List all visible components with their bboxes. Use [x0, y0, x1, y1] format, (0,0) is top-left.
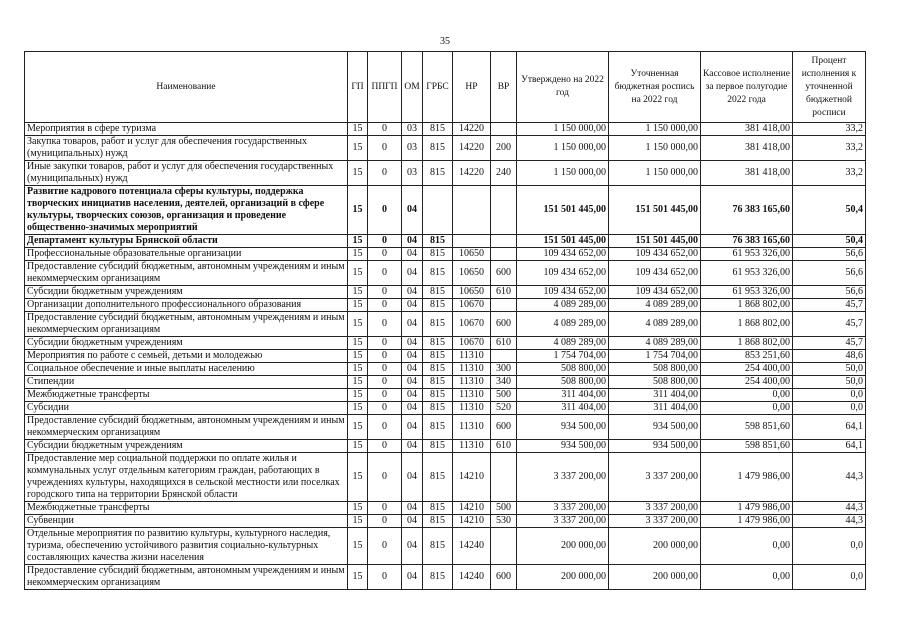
- table-cell-name: Социальное обеспечение и иные выплаты населению: [25, 363, 348, 376]
- table-cell-np: 11310: [453, 350, 491, 363]
- table-cell-gp: 15: [348, 261, 368, 286]
- table-row: [25, 389, 866, 402]
- table-cell-om: 04: [402, 312, 423, 337]
- table-cell-np: 10650: [453, 248, 491, 261]
- table-cell-refined: 508 800,00: [609, 363, 701, 376]
- table-cell-cash: 853 251,60: [701, 350, 793, 363]
- table-cell-grbs: 815: [423, 312, 453, 337]
- table-cell-name: Субвенции: [25, 515, 348, 528]
- table-cell-approved: 1 150 000,00: [517, 123, 609, 136]
- table-cell-grbs: 815: [423, 415, 453, 440]
- table-cell-ppgp: 0: [368, 248, 402, 261]
- table-cell-np: 14220: [453, 123, 491, 136]
- table-cell-percent: 56,6: [793, 261, 866, 286]
- table-cell-cash: 61 953 326,00: [701, 248, 793, 261]
- table-cell-vr: 600: [491, 312, 517, 337]
- table-cell-name: Иные закупки товаров, работ и услуг для обеспечения государственных (муниципальных) нужд: [25, 161, 348, 186]
- table-cell-grbs: 815: [423, 235, 453, 248]
- table-cell-np: 14210: [453, 515, 491, 528]
- table-cell-ppgp: 0: [368, 235, 402, 248]
- table-cell-approved: 200 000,00: [517, 565, 609, 590]
- table-cell-refined: 1 754 704,00: [609, 350, 701, 363]
- table-cell-name: Стипендии: [25, 376, 348, 389]
- table-cell-name: Развитие кадрового потенциала сферы культуры, поддержка творческих инициатив населения, деятелей, организаций в сфере культуры, творческих союзов, организация и проведение общественно-значимых мероприятий: [25, 186, 348, 235]
- table-cell-ppgp: 0: [368, 515, 402, 528]
- table-cell-grbs: 815: [423, 376, 453, 389]
- table-row: [25, 123, 866, 136]
- table-cell-om: 04: [402, 235, 423, 248]
- header-name: Наименование: [25, 52, 348, 123]
- table-cell-om: 04: [402, 502, 423, 515]
- table-row: [25, 312, 866, 337]
- table-cell-gp: 15: [348, 363, 368, 376]
- table-cell-gp: 15: [348, 286, 368, 299]
- table-row: [25, 502, 866, 515]
- table-cell-grbs: 815: [423, 565, 453, 590]
- table-cell-refined: 1 150 000,00: [609, 123, 701, 136]
- table-cell-percent: 33,2: [793, 161, 866, 186]
- table-cell-refined: 934 500,00: [609, 415, 701, 440]
- table-cell-np: 14220: [453, 161, 491, 186]
- table-cell-refined: 200 000,00: [609, 528, 701, 565]
- table-cell-name: Субсидии бюджетным учреждениям: [25, 440, 348, 453]
- table-cell-name: Мероприятия в сфере туризма: [25, 123, 348, 136]
- header-refined: Уточненная бюджетная роспись на 2022 год: [609, 52, 701, 123]
- table-cell-np: 14240: [453, 565, 491, 590]
- table-cell-approved: 4 089 289,00: [517, 299, 609, 312]
- table-cell-name: Закупка товаров, работ и услуг для обеспечения государственных (муниципальных) нужд: [25, 136, 348, 161]
- table-cell-approved: 109 434 652,00: [517, 261, 609, 286]
- table-cell-np: 11310: [453, 376, 491, 389]
- table-cell-vr: [491, 453, 517, 502]
- table-cell-refined: 3 337 200,00: [609, 515, 701, 528]
- table-cell-vr: [491, 350, 517, 363]
- table-cell-ppgp: 0: [368, 389, 402, 402]
- table-cell-gp: 15: [348, 235, 368, 248]
- table-row: [25, 402, 866, 415]
- table-cell-ppgp: 0: [368, 123, 402, 136]
- table-cell-ppgp: 0: [368, 528, 402, 565]
- table-cell-om: 04: [402, 565, 423, 590]
- table-cell-refined: 1 150 000,00: [609, 136, 701, 161]
- table-cell-om: 04: [402, 402, 423, 415]
- table-cell-refined: 1 150 000,00: [609, 161, 701, 186]
- table-cell-gp: 15: [348, 402, 368, 415]
- table-cell-cash: 0,00: [701, 389, 793, 402]
- table-cell-ppgp: 0: [368, 440, 402, 453]
- table-cell-name: Профессиональные образовательные организации: [25, 248, 348, 261]
- table-row: [25, 286, 866, 299]
- table-cell-percent: 48,6: [793, 350, 866, 363]
- table-cell-om: 04: [402, 415, 423, 440]
- table-cell-refined: 508 800,00: [609, 376, 701, 389]
- table-row: [25, 337, 866, 350]
- table-cell-ppgp: 0: [368, 350, 402, 363]
- table-cell-np: 11310: [453, 389, 491, 402]
- table-cell-vr: 300: [491, 363, 517, 376]
- table-cell-approved: 934 500,00: [517, 440, 609, 453]
- table-cell-cash: 598 851,60: [701, 440, 793, 453]
- table-cell-refined: 311 404,00: [609, 389, 701, 402]
- table-cell-ppgp: 0: [368, 402, 402, 415]
- table-cell-om: 04: [402, 453, 423, 502]
- table-cell-om: 04: [402, 350, 423, 363]
- table-cell-refined: 151 501 445,00: [609, 235, 701, 248]
- table-cell-name: Субсидии бюджетным учреждениям: [25, 286, 348, 299]
- table-cell-ppgp: 0: [368, 502, 402, 515]
- table-cell-gp: 15: [348, 415, 368, 440]
- table-cell-refined: 109 434 652,00: [609, 261, 701, 286]
- table-row: [25, 235, 866, 248]
- table-cell-name: Предоставление субсидий бюджетным, автономным учреждениям и иным некоммерческим организациям: [25, 565, 348, 590]
- table-cell-cash: 0,00: [701, 402, 793, 415]
- table-cell-grbs: 815: [423, 161, 453, 186]
- table-cell-gp: 15: [348, 186, 368, 235]
- table-cell-ppgp: 0: [368, 415, 402, 440]
- table-cell-om: 04: [402, 337, 423, 350]
- table-cell-np: 11310: [453, 402, 491, 415]
- table-row: [25, 440, 866, 453]
- table-cell-percent: 56,6: [793, 286, 866, 299]
- table-cell-gp: 15: [348, 123, 368, 136]
- table-cell-ppgp: 0: [368, 453, 402, 502]
- table-cell-gp: 15: [348, 161, 368, 186]
- table-cell-vr: 610: [491, 286, 517, 299]
- table-cell-np: 10650: [453, 261, 491, 286]
- table-cell-percent: 50,4: [793, 235, 866, 248]
- table-cell-percent: 44,3: [793, 502, 866, 515]
- table-cell-name: Межбюджетные трансферты: [25, 389, 348, 402]
- header-gp: ГП: [348, 52, 368, 123]
- table-row: [25, 453, 866, 502]
- table-cell-grbs: [423, 186, 453, 235]
- table-cell-name: Межбюджетные трансферты: [25, 502, 348, 515]
- table-cell-cash: 61 953 326,00: [701, 261, 793, 286]
- table-row: [25, 565, 866, 590]
- table-row: [25, 350, 866, 363]
- table-cell-cash: 0,00: [701, 565, 793, 590]
- table-cell-grbs: 815: [423, 299, 453, 312]
- table-cell-np: 14210: [453, 453, 491, 502]
- table-cell-ppgp: 0: [368, 376, 402, 389]
- table-cell-ppgp: 0: [368, 136, 402, 161]
- table-cell-gp: 15: [348, 565, 368, 590]
- table-row: [25, 186, 866, 235]
- table-cell-percent: 45,7: [793, 299, 866, 312]
- table-cell-approved: 109 434 652,00: [517, 248, 609, 261]
- table-cell-percent: 50,0: [793, 363, 866, 376]
- page-number: 35: [440, 36, 450, 47]
- table-cell-percent: 45,7: [793, 337, 866, 350]
- table-cell-cash: 381 418,00: [701, 161, 793, 186]
- header-percent: Процент исполнения к уточненной бюджетной росписи: [793, 52, 866, 123]
- table-cell-cash: 598 851,60: [701, 415, 793, 440]
- table-cell-om: 03: [402, 136, 423, 161]
- table-cell-np: 14240: [453, 528, 491, 565]
- table-cell-approved: 200 000,00: [517, 528, 609, 565]
- table-cell-cash: 254 400,00: [701, 376, 793, 389]
- table-cell-np: 14220: [453, 136, 491, 161]
- table-cell-grbs: 815: [423, 248, 453, 261]
- header-grbs: ГРБС: [423, 52, 453, 123]
- table-cell-refined: 4 089 289,00: [609, 337, 701, 350]
- table-cell-om: 04: [402, 248, 423, 261]
- table-row: [25, 415, 866, 440]
- table-cell-cash: 0,00: [701, 528, 793, 565]
- table-cell-vr: 600: [491, 565, 517, 590]
- table-cell-name: Отдельные мероприятия по развитию культуры, культурного наследия, туризма, обеспечению устойчивого развития социально-культурных составляющих качества жизни населения: [25, 528, 348, 565]
- table-cell-percent: 33,2: [793, 123, 866, 136]
- header-cash: Кассовое исполнение за первое полугодие 2022 года: [701, 52, 793, 123]
- table-cell-gp: 15: [348, 248, 368, 261]
- table-cell-om: 04: [402, 261, 423, 286]
- table-cell-approved: 3 337 200,00: [517, 453, 609, 502]
- table-cell-vr: 520: [491, 402, 517, 415]
- table-cell-percent: 56,6: [793, 248, 866, 261]
- table-cell-cash: 254 400,00: [701, 363, 793, 376]
- table-cell-approved: 3 337 200,00: [517, 515, 609, 528]
- table-row: [25, 136, 866, 161]
- table-row: [25, 161, 866, 186]
- table-cell-gp: 15: [348, 389, 368, 402]
- table-cell-grbs: 815: [423, 389, 453, 402]
- table-cell-percent: 0,0: [793, 565, 866, 590]
- table-cell-grbs: 815: [423, 440, 453, 453]
- table-cell-gp: 15: [348, 376, 368, 389]
- table-row: [25, 248, 866, 261]
- table-cell-vr: [491, 186, 517, 235]
- table-cell-cash: 381 418,00: [701, 123, 793, 136]
- table-cell-grbs: 815: [423, 528, 453, 565]
- table-cell-grbs: 815: [423, 502, 453, 515]
- table-cell-approved: 1 150 000,00: [517, 161, 609, 186]
- table-cell-om: 03: [402, 123, 423, 136]
- table-cell-vr: 530: [491, 515, 517, 528]
- table-cell-grbs: 815: [423, 123, 453, 136]
- table-cell-gp: 15: [348, 528, 368, 565]
- table-cell-np: 11310: [453, 415, 491, 440]
- table-cell-name: Предоставление субсидий бюджетным, автономным учреждениям и иным некоммерческим организациям: [25, 415, 348, 440]
- table-cell-om: 04: [402, 376, 423, 389]
- table-cell-om: 04: [402, 515, 423, 528]
- table-cell-percent: 45,7: [793, 312, 866, 337]
- table-cell-gp: 15: [348, 136, 368, 161]
- table-cell-refined: 311 404,00: [609, 402, 701, 415]
- table-cell-percent: 0,0: [793, 528, 866, 565]
- table-cell-vr: [491, 248, 517, 261]
- table-cell-om: 04: [402, 440, 423, 453]
- table-cell-refined: 3 337 200,00: [609, 453, 701, 502]
- table-cell-gp: 15: [348, 350, 368, 363]
- table-cell-percent: 0,0: [793, 389, 866, 402]
- table-cell-name: Субсидии: [25, 402, 348, 415]
- table-cell-cash: 76 383 165,60: [701, 235, 793, 248]
- table-cell-cash: 1 479 986,00: [701, 502, 793, 515]
- table-row: [25, 515, 866, 528]
- table-body: [25, 123, 866, 590]
- table-cell-ppgp: 0: [368, 312, 402, 337]
- table-cell-np: 10650: [453, 286, 491, 299]
- table-cell-vr: 240: [491, 161, 517, 186]
- table-cell-name: Предоставление субсидий бюджетным, автономным учреждениям и иным некоммерческим организациям: [25, 312, 348, 337]
- table-cell-percent: 44,3: [793, 453, 866, 502]
- table-cell-ppgp: 0: [368, 299, 402, 312]
- table-cell-ppgp: 0: [368, 363, 402, 376]
- table-cell-cash: 76 383 165,60: [701, 186, 793, 235]
- table-cell-refined: 4 089 289,00: [609, 299, 701, 312]
- table-cell-percent: 33,2: [793, 136, 866, 161]
- table-cell-vr: 610: [491, 440, 517, 453]
- table-cell-cash: 61 953 326,00: [701, 286, 793, 299]
- table-cell-vr: 600: [491, 261, 517, 286]
- table-cell-grbs: 815: [423, 350, 453, 363]
- table-cell-approved: 151 501 445,00: [517, 235, 609, 248]
- table-cell-om: 03: [402, 161, 423, 186]
- budget-table: [24, 51, 866, 590]
- table-cell-gp: 15: [348, 502, 368, 515]
- table-cell-ppgp: 0: [368, 286, 402, 299]
- table-cell-refined: 109 434 652,00: [609, 286, 701, 299]
- table-cell-om: 04: [402, 528, 423, 565]
- table-cell-grbs: 815: [423, 286, 453, 299]
- table-cell-np: 10670: [453, 312, 491, 337]
- table-cell-ppgp: 0: [368, 565, 402, 590]
- table-cell-vr: 500: [491, 502, 517, 515]
- table-row: [25, 376, 866, 389]
- table-header-row: [25, 52, 866, 123]
- header-om: ОМ: [402, 52, 423, 123]
- table-cell-vr: 340: [491, 376, 517, 389]
- table-cell-name: Департамент культуры Брянской области: [25, 235, 348, 248]
- table-cell-percent: 64,1: [793, 415, 866, 440]
- table-cell-name: Организации дополнительного профессионального образования: [25, 299, 348, 312]
- table-cell-vr: 500: [491, 389, 517, 402]
- table-cell-percent: 50,4: [793, 186, 866, 235]
- table-cell-cash: 1 868 802,00: [701, 337, 793, 350]
- table-cell-approved: 4 089 289,00: [517, 337, 609, 350]
- table-cell-name: Предоставление мер социальной поддержки по оплате жилья и коммунальных услуг отдельным категориям граждан, работающих в учреждениях культуры, находящихся в сельской местности или поселках городского типа на территории Брянской области: [25, 453, 348, 502]
- table-cell-ppgp: 0: [368, 261, 402, 286]
- table-cell-approved: 1 150 000,00: [517, 136, 609, 161]
- table-cell-grbs: 815: [423, 261, 453, 286]
- table-cell-om: 04: [402, 299, 423, 312]
- table-cell-np: 11310: [453, 440, 491, 453]
- table-cell-name: Субсидии бюджетным учреждениям: [25, 337, 348, 350]
- table-cell-approved: 311 404,00: [517, 389, 609, 402]
- table-cell-gp: 15: [348, 337, 368, 350]
- table-cell-approved: 151 501 445,00: [517, 186, 609, 235]
- table-cell-vr: 600: [491, 415, 517, 440]
- table-cell-approved: 508 800,00: [517, 363, 609, 376]
- table-cell-cash: 1 479 986,00: [701, 515, 793, 528]
- table-cell-np: 14210: [453, 502, 491, 515]
- table-cell-grbs: 815: [423, 363, 453, 376]
- table-cell-gp: 15: [348, 515, 368, 528]
- table-cell-approved: 3 337 200,00: [517, 502, 609, 515]
- table-cell-np: 10670: [453, 337, 491, 350]
- table-cell-gp: 15: [348, 453, 368, 502]
- table-cell-ppgp: 0: [368, 161, 402, 186]
- table-cell-ppgp: 0: [368, 186, 402, 235]
- table-cell-om: 04: [402, 186, 423, 235]
- table-cell-approved: 508 800,00: [517, 376, 609, 389]
- table-cell-approved: 311 404,00: [517, 402, 609, 415]
- header-ppgp: ППГП: [368, 52, 402, 123]
- table-cell-grbs: 815: [423, 402, 453, 415]
- table-cell-vr: [491, 235, 517, 248]
- table-cell-np: [453, 235, 491, 248]
- table-row: [25, 528, 866, 565]
- table-cell-vr: 610: [491, 337, 517, 350]
- table-cell-np: 10670: [453, 299, 491, 312]
- header-vr: ВР: [491, 52, 517, 123]
- table-cell-om: 04: [402, 363, 423, 376]
- header-approved: Утверждено на 2022 год: [517, 52, 609, 123]
- table-cell-name: Предоставление субсидий бюджетным, автономным учреждениям и иным некоммерческим организациям: [25, 261, 348, 286]
- table-cell-approved: 934 500,00: [517, 415, 609, 440]
- table-cell-np: 11310: [453, 363, 491, 376]
- table-row: [25, 299, 866, 312]
- table-cell-percent: 64,1: [793, 440, 866, 453]
- table-cell-np: [453, 186, 491, 235]
- table-cell-cash: 1 868 802,00: [701, 299, 793, 312]
- table-cell-gp: 15: [348, 299, 368, 312]
- table-cell-refined: 151 501 445,00: [609, 186, 701, 235]
- table-cell-name: Мероприятия по работе с семьей, детьми и молодежью: [25, 350, 348, 363]
- table-cell-cash: 381 418,00: [701, 136, 793, 161]
- header-np: НР: [453, 52, 491, 123]
- table-cell-approved: 4 089 289,00: [517, 312, 609, 337]
- table-cell-vr: [491, 299, 517, 312]
- table-cell-refined: 3 337 200,00: [609, 502, 701, 515]
- table-cell-refined: 200 000,00: [609, 565, 701, 590]
- table-row: [25, 363, 866, 376]
- table-cell-cash: 1 479 986,00: [701, 453, 793, 502]
- table-cell-vr: [491, 123, 517, 136]
- table-cell-gp: 15: [348, 440, 368, 453]
- table-cell-gp: 15: [348, 312, 368, 337]
- table-cell-refined: 109 434 652,00: [609, 248, 701, 261]
- table-cell-grbs: 815: [423, 337, 453, 350]
- table-cell-grbs: 815: [423, 453, 453, 502]
- table-cell-refined: 4 089 289,00: [609, 312, 701, 337]
- table-cell-grbs: 815: [423, 515, 453, 528]
- table-row: [25, 261, 866, 286]
- table-cell-vr: 200: [491, 136, 517, 161]
- table-cell-approved: 109 434 652,00: [517, 286, 609, 299]
- table-cell-percent: 44,3: [793, 515, 866, 528]
- table-cell-vr: [491, 528, 517, 565]
- table-cell-cash: 1 868 802,00: [701, 312, 793, 337]
- table-cell-grbs: 815: [423, 136, 453, 161]
- table-cell-approved: 1 754 704,00: [517, 350, 609, 363]
- table-cell-ppgp: 0: [368, 337, 402, 350]
- table-cell-om: 04: [402, 286, 423, 299]
- table-cell-percent: 0,0: [793, 402, 866, 415]
- table-cell-refined: 934 500,00: [609, 440, 701, 453]
- table-cell-percent: 50,0: [793, 376, 866, 389]
- table-cell-om: 04: [402, 389, 423, 402]
